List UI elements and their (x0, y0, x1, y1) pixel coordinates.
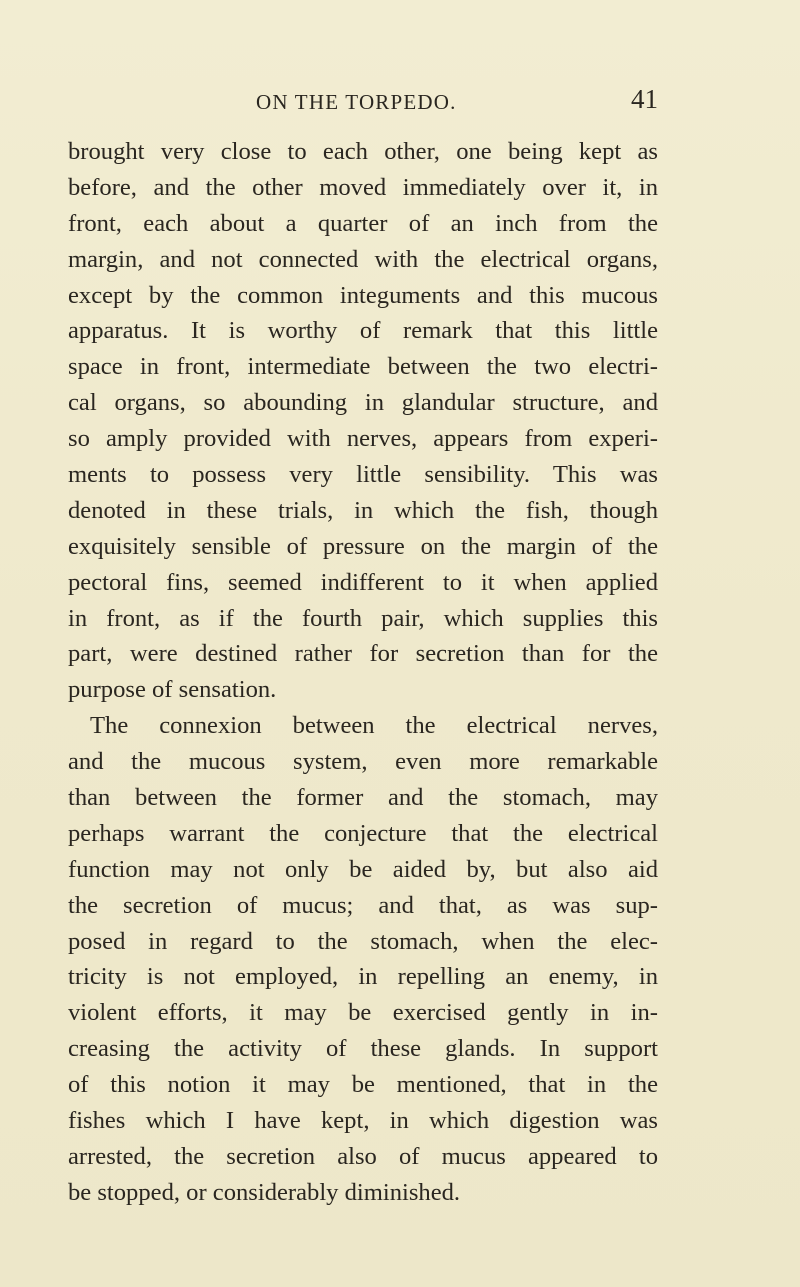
text-line: creasing the activity of these glands. In support (68, 1035, 658, 1063)
text-line: exquisitely sensible of pressure on the margin of the (68, 532, 658, 560)
text-line: denoted in these trials, in which the fish, though (68, 496, 658, 524)
text-line: so amply provided with nerves, appears from experi- (68, 425, 658, 453)
text-line: perhaps warrant the conjecture that the electrical (68, 819, 658, 847)
text-line: margin, and not connected with the electrical organs, (68, 245, 658, 273)
text-line: the secretion of mucus; and that, as was sup- (68, 891, 658, 919)
text-line: pectoral fins, seemed indifferent to it when applied (68, 568, 658, 596)
text-line: space in front, intermediate between the two electri- (68, 353, 658, 381)
text-line: The connexion between the electrical nerves, (90, 712, 658, 740)
body-text (68, 134, 658, 1211)
text-line: be stopped, or considerably diminished. (68, 1178, 461, 1206)
text-line: of this notion it may be mentioned, that in the (68, 1071, 658, 1099)
text-line: part, were destined rather for secretion than for the (68, 640, 658, 668)
running-head (68, 84, 658, 120)
text-line: before, and the other moved immediately over it, in (68, 173, 658, 201)
text-line: front, each about a quarter of an inch from the (68, 209, 658, 237)
text-line: in front, as if the fourth pair, which supplies this (68, 604, 658, 632)
text-line: except by the common integuments and this mucous (68, 281, 658, 309)
text-line: cal organs, so abounding in glandular structure, and (68, 389, 658, 417)
text-line: violent efforts, it may be exercised gently in in- (68, 999, 658, 1027)
text-line: fishes which I have kept, in which digestion was (68, 1107, 658, 1135)
text-line: ments to possess very little sensibility. This was (68, 461, 658, 489)
text-line: function may not only be aided by, but also aid (68, 855, 658, 883)
text-line: brought very close to each other, one being kept as (68, 138, 658, 165)
text-line: posed in regard to the stomach, when the elec- (68, 927, 658, 955)
text-line: apparatus. It is worthy of remark that this little (68, 317, 658, 345)
running-title: ON THE TORPEDO. (256, 90, 457, 114)
text-line: tricity is not employed, in repelling an enemy, in (68, 963, 658, 991)
page-number: 41 (631, 84, 658, 114)
text-line: purpose of sensation. (68, 676, 277, 704)
text-line: arrested, the secretion also of mucus appeared to (68, 1142, 658, 1170)
text-line: and the mucous system, even more remarkable (68, 748, 658, 776)
text-line: than between the former and the stomach, may (68, 784, 658, 812)
